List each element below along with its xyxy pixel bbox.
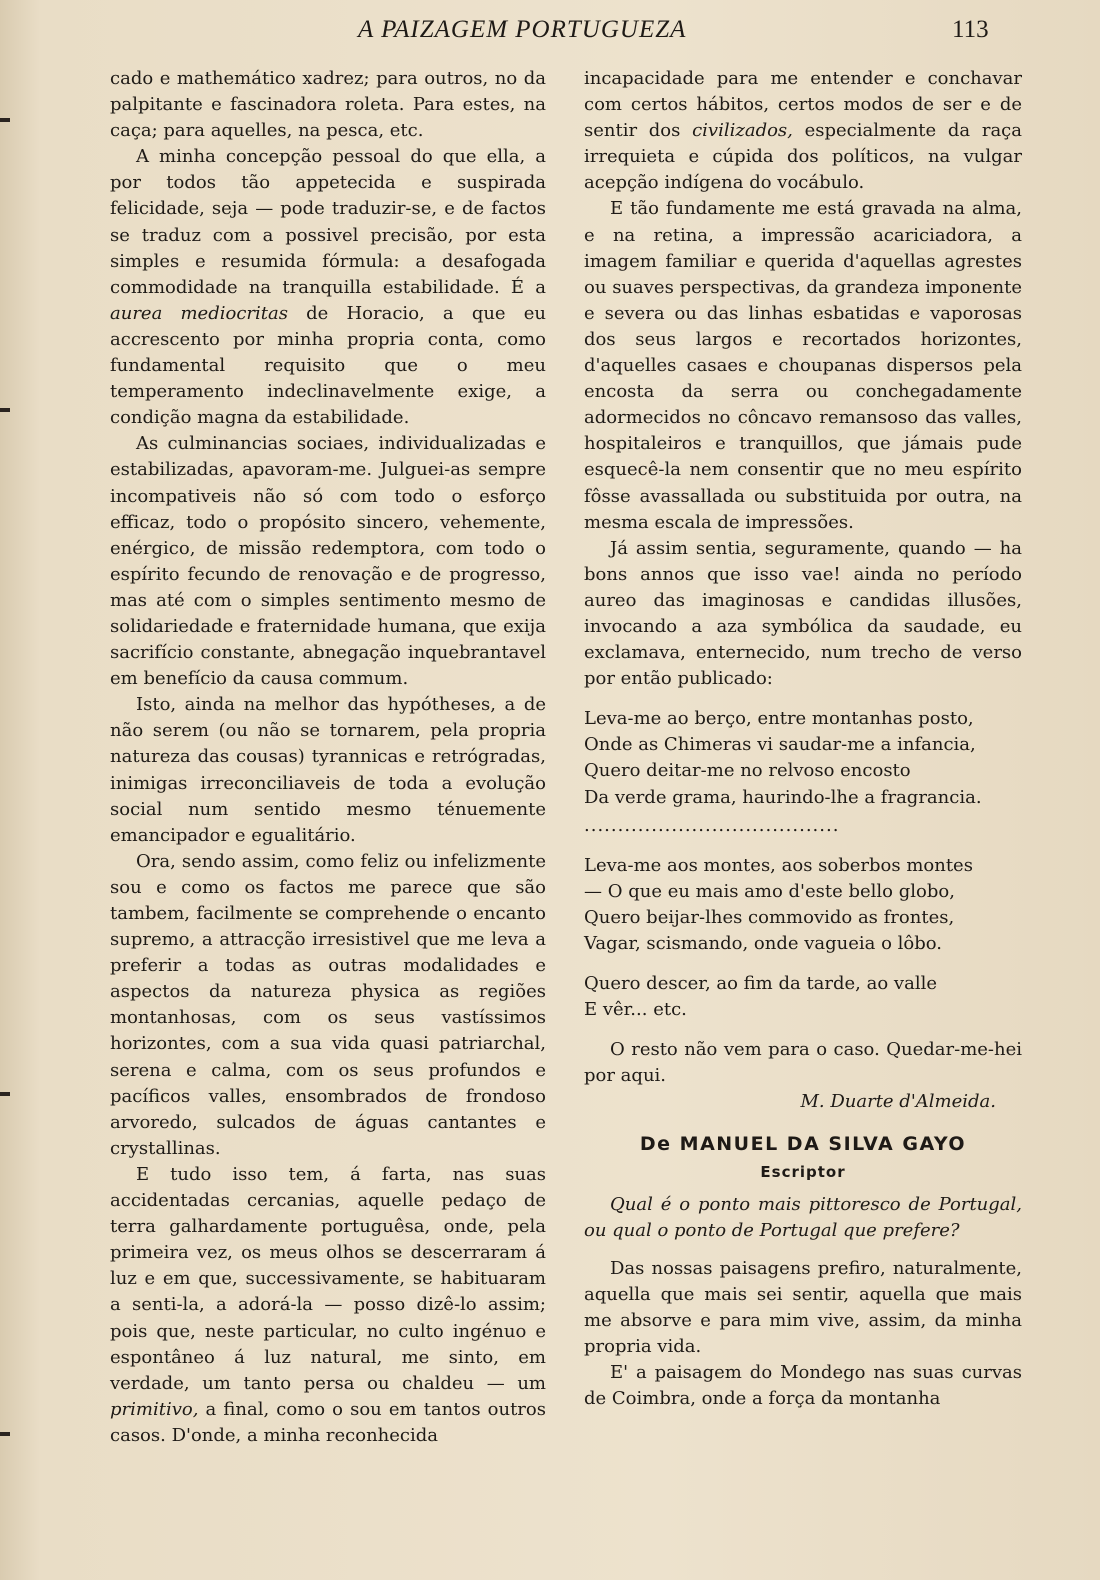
page-number: 113 <box>952 16 989 43</box>
italic-phrase: aurea mediocritas <box>110 302 288 324</box>
running-head <box>0 14 1100 48</box>
paragraph: E' a paisagem do Mondego nas suas curvas de Coimbra, onde a força da montanha <box>584 1362 1022 1410</box>
margin-mark <box>0 408 10 412</box>
section-subheading: Escriptor <box>760 1162 846 1181</box>
paragraph: Das nossas paisagens prefiro, naturalmente, aquella que mais sei sentir, aquella que mais me absorve e para mim vive, assim, da minha propria vida. <box>584 1257 1022 1358</box>
verse-line: Onde as Chimeras vi saudar-me a infancia, <box>584 734 976 756</box>
verse-stanza <box>584 706 1022 810</box>
paragraph: As culminancias sociaes, individualizadas e estabilizadas, apavoram-me. Julguei-as sempre incompativeis não só com todo o esforço efficaz, todo o propósito sincero, vehemente, enérgico, de missão redemptora, com todo o espírito fecundo de renovação e de progresso, mas até com o simples sentimento mesmo de solidariedade e fraternidade humana, que exija sacrifício constante, abnegação inquebrantavel em benefício da causa commum. <box>110 433 546 690</box>
left-column <box>110 66 546 1449</box>
verse-stanza <box>584 853 1022 957</box>
paragraph-text: E tudo isso tem, á farta, nas suas accidentadas cercanias, aquelle pedaço de terra galhardamente portuguêsa, onde, pela primeira vez, os meus olhos se descerraram á luz e em que, successivamente, se habituaram a senti-la, a adorá-la — posso dizê-lo assim; pois que, neste particular, no culto ingénuo e espontâneo á luz natural, me sinto, em verdade, um tanto persa ou chaldeu — um <box>110 1163 546 1394</box>
paragraph-text: incapacidade para me entender e conchavar com certos hábitos, certos modos de ser e de sentir dos <box>584 68 1022 142</box>
verse-line: Quero deitar-me no relvoso encosto <box>584 760 911 782</box>
section-heading: De MANUEL DA SILVA GAYO <box>639 1132 967 1155</box>
paragraph-text: a final, como o sou em tantos outros casos. D'onde, a minha reconhecida <box>110 1398 546 1446</box>
paragraph-text: A minha concepção pessoal do que ella, a por todos tão appetecida e suspirada felicidade, seja — pode traduzir-se, e de factos se traduz com a possivel precisão, por esta simples e resumida fórmula: a desafogada commodidade na tranquilla estabilidade. É a <box>110 146 546 298</box>
verse-line: Leva-me ao berço, entre montanhas posto, <box>584 708 974 730</box>
verse-line: Leva-me aos montes, aos soberbos montes <box>584 854 973 876</box>
paragraph: Isto, ainda na melhor das hypótheses, a de não serem (ou não se tornarem, pela propria natureza das cousas) tyrannicas e retrógradas, inimigas irreconciliaveis de toda a evolução social num sentido mesmo ténuemente emancipador e egualitário. <box>110 694 546 846</box>
italic-phrase: civilizados, <box>692 120 793 142</box>
margin-mark <box>0 1092 10 1096</box>
paragraph <box>110 144 546 431</box>
paragraph: Ora, sendo assim, como feliz ou infelizmente sou e como os factos me parece que são tambem, facilmente se comprehende o encanto supremo, a attracção irresistivel que me leva a preferir a todas as outras modalidades e aspectos da natureza physica as regiões montanhosas, com os seus vastíssimos horizontes, com a sua vida quasi patriarchal, serena e calma, com os seus profundos e pacíficos valles, ensombrados de frondoso arvoredo, sulcados de águas cantantes e crystallinas. <box>110 850 546 1159</box>
paragraph-text: especialmente da raça irrequieta e cúpida dos políticos, na vulgar acepção indígena do vocábulo. <box>584 120 1022 194</box>
paragraph: O resto não vem para o caso. Quedar-me-hei por aqui. <box>584 1039 1022 1087</box>
italic-phrase: primitivo, <box>110 1398 199 1420</box>
paragraph: cado e mathemático xadrez; para outros, no da palpitante e fascinadora roleta. Para estes, na caça; para aquelles, na pesca, etc. <box>110 68 546 142</box>
ellipsis-divider: ...................................... <box>584 814 840 836</box>
right-column <box>584 66 1022 1412</box>
verse-line: Quero beijar-lhes commovido as frontes, <box>584 906 955 928</box>
paragraph <box>584 66 1022 196</box>
verse-line: E vêr... etc. <box>584 999 687 1021</box>
verse-line: Da verde grama, haurindo-lhe a fragrancia. <box>584 786 982 808</box>
verse-line: Quero descer, ao fim da tarde, ao valle <box>584 973 937 995</box>
margin-mark <box>0 1432 10 1436</box>
paragraph: Já assim sentia, seguramente, quando — ha bons annos que isso vae! ainda no período aureo das imaginosas e candidas illusões, invocando a aza symbólica da saudade, eu exclamava, enternecido, num trecho de verso por então publicado: <box>584 537 1022 690</box>
verse-stanza <box>584 971 1022 1023</box>
verse-line: Vagar, scismando, onde vagueia o lôbo. <box>584 933 943 954</box>
paragraph <box>110 1162 546 1449</box>
signature: M. Duarte d'Almeida. <box>800 1091 996 1113</box>
margin-mark <box>0 118 10 122</box>
question: Qual é o ponto mais pittoresco de Portugal, ou qual o ponto de Portugal que prefere? <box>584 1193 1022 1241</box>
paragraph: E tão fundamente me está gravada na alma, e na retina, a impressão acariciadora, a imagem familiar e querida d'aquellas agrestes ou suaves perspectivas, da grandeza imponente e severa ou das linhas esbatidas e vaporosas dos seus largos e recortados horizontes, d'aquelles casaes e choupanas dispersos pela encosta da serra ou conchegadamente adormecidos no côncavo remansoso das valles, hospitaleiros e tranquillos, que jámais pude esquecê-la nem consentir que no meu espírito fôsse avassallada ou substituida por outra, na mesma escala de impressões. <box>584 198 1022 533</box>
paragraph-text: de Horacio, a que eu accrescento por minha propria conta, como fundamental requisito que o meu temperamento indeclinavelmente exige, a condição magna da estabilidade. <box>110 302 547 429</box>
running-title: A PAIZAGEM PORTUGUEZA <box>358 16 687 43</box>
verse-line: — O que eu mais amo d'este bello globo, <box>584 880 955 902</box>
